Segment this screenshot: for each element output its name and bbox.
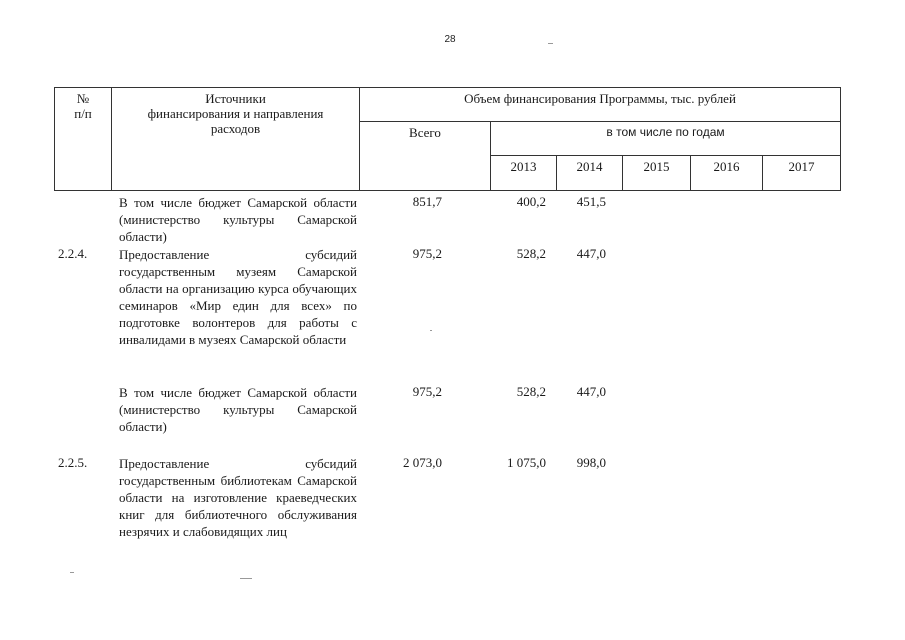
header-bottom-border	[54, 190, 841, 191]
row-2014: 447,0	[576, 246, 606, 261]
header-by-years: в том числе по годам	[606, 125, 725, 139]
row-2013: 528,2	[516, 384, 546, 399]
header-volume: Объем финансирования Программы, тыс. рублей	[464, 91, 736, 106]
row-total: 975,2	[412, 384, 442, 399]
row-2014: 998,0	[576, 455, 606, 470]
row-2013: 400,2	[516, 194, 546, 209]
header-year-2013: 2013	[510, 159, 537, 174]
row-description: Предоставление субсидий государственным музеям Самарской области на организацию курса обучающих семинаров «Мир един для всех» по подготовке волонтеров для работы с инвалидами в музеях Самарской области	[119, 247, 357, 347]
row-2014: 451,5	[576, 194, 606, 209]
header-year-2017: 2017	[788, 159, 815, 174]
scan-speck	[240, 578, 252, 579]
scan-speck	[430, 330, 432, 331]
scan-speck	[548, 43, 553, 44]
row-total: 975,2	[412, 246, 442, 261]
header-total: Всего	[409, 125, 441, 140]
header-source: Источники финансирования и направления расходов	[147, 91, 324, 136]
row-2014: 447,0	[576, 384, 606, 399]
row-total: 851,7	[412, 194, 442, 209]
row-2013: 1 075,0	[507, 455, 546, 470]
scan-speck	[70, 572, 74, 573]
row-total: 2 073,0	[403, 455, 442, 470]
volume-divider	[359, 121, 841, 122]
border-right	[840, 87, 841, 191]
row-number: 2.2.4.	[58, 246, 88, 261]
header-year-2015: 2015	[643, 159, 670, 174]
header-year-2014: 2014	[576, 159, 603, 174]
row-2013: 528,2	[516, 246, 546, 261]
row-description: В том числе бюджет Самарской области (министерство культуры Самарской области)	[119, 385, 357, 434]
years-divider	[490, 155, 841, 156]
header-num: № п/п	[74, 91, 92, 121]
page-number: 28	[444, 34, 456, 45]
header-top-border	[54, 87, 841, 88]
row-number: 2.2.5.	[58, 455, 88, 470]
row-description: Предоставление субсидий государственным библиотекам Самарской области на изготовление краеведческих книг для библиотечного обслуживания незрячих и слабовидящих лиц	[119, 456, 357, 539]
row-description: В том числе бюджет Самарской области (министерство культуры Самарской области)	[119, 195, 357, 244]
header-year-2016: 2016	[713, 159, 740, 174]
